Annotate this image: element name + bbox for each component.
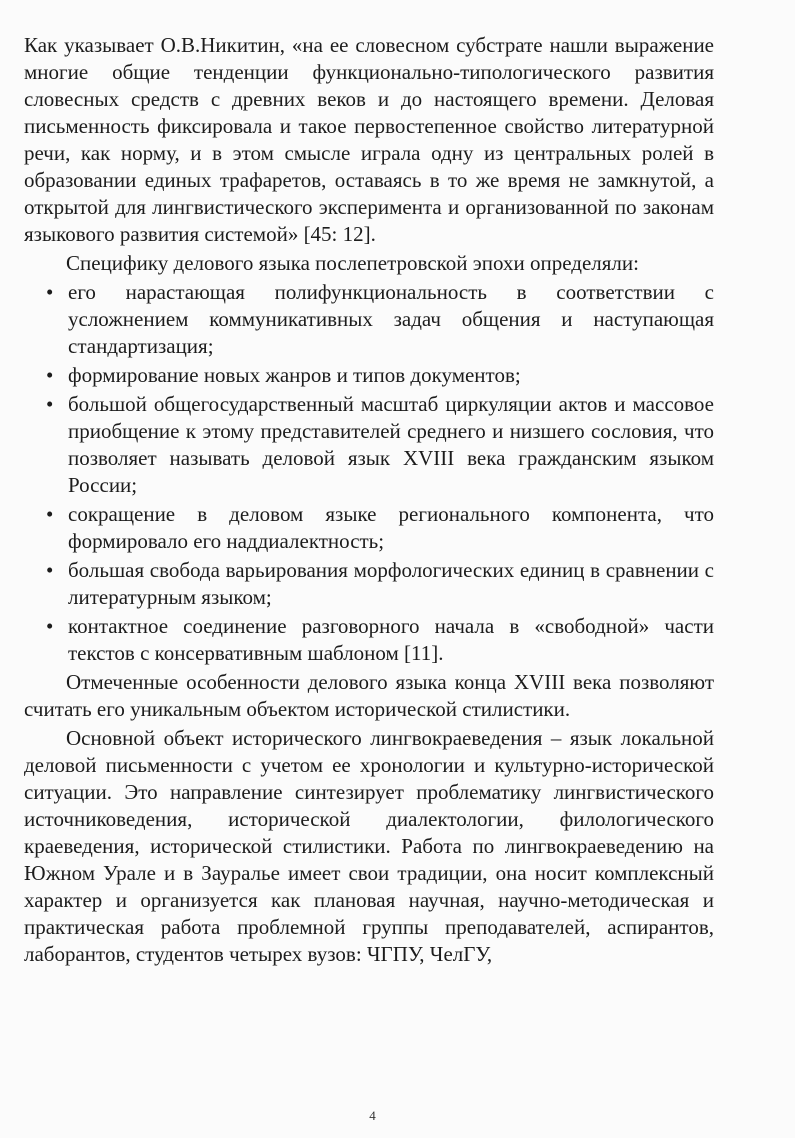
list-item: • контактное соединение разговорного начала в «свободной» части текстов с консервативным шаблоном [11]. — [46, 614, 714, 665]
bullet-icon: • — [46, 614, 54, 638]
list-item: • сокращение в деловом языке регионального компонента, что формировало его наддиалектность; — [46, 502, 714, 553]
bullet-icon: • — [46, 558, 54, 582]
page-number: 4 — [369, 1108, 376, 1123]
list-item: • большой общегосударственный масштаб циркуляции актов и массовое приобщение к этому представителей среднего и низшего сословия, что позволяет называть деловой язык XVIII века гражданским языком России; — [46, 392, 714, 497]
bullet-icon: • — [46, 363, 54, 387]
page-body — [24, 32, 714, 968]
paragraph-features-summary: Отмеченные особенности делового языка конца XVIII века позволяют считать его уникальным объектом исторической стилистики. — [24, 670, 714, 721]
paragraph-specifics-intro: Специфику делового языка послепетровской эпохи определяли: — [66, 251, 639, 275]
specifics-list — [24, 279, 714, 667]
bullet-icon: • — [46, 392, 54, 416]
paragraph-linguistic-local-history: Основной объект исторического лингвокраеведения – язык локальной деловой письменности с учетом ее хронологии и культурно-исторической ситуации. Это направление синтезирует проблематику лингвистического источниковедения, исторической диалектологии, филологического краеведения, исторической стилистики. Работа по лингвокраеведению на Южном Урале и в Зауралье имеет свои традиции, она носит комплексный характер и организуется как плановая научная, научно-методическая и практическая работа проблемной группы преподавателей, аспирантов, лаборантов, студентов четырех вузов: ЧГПУ, ЧелГУ, — [24, 726, 714, 966]
bullet-icon: • — [46, 502, 54, 526]
list-item: • большая свобода варьирования морфологических единиц в сравнении с литературным языком; — [46, 558, 714, 609]
bullet-icon: • — [46, 280, 54, 304]
list-item: • его нарастающая полифункциональность в соответствии с усложнением коммуникативных задач общения и наступающая стандартизация; — [46, 280, 714, 358]
list-item: • формирование новых жанров и типов документов; — [46, 363, 521, 387]
paragraph-quote: Как указывает О.В.Никитин, «на ее словесном субстрате нашли выражение многие общие тенденции функционально-типологического развития словесных средств с древних веков и до настоящего времени. Деловая письменность фиксировала и такое первостепенное свойство литературной речи, как норму, и в этом смысле играла одну из центральных ролей в образовании единых трафаретов, оставаясь в то же время не замкнутой, а открытой для лингвистического эксперимента и организованной по законам языкового развития системой» [45: 12]. — [24, 33, 714, 246]
